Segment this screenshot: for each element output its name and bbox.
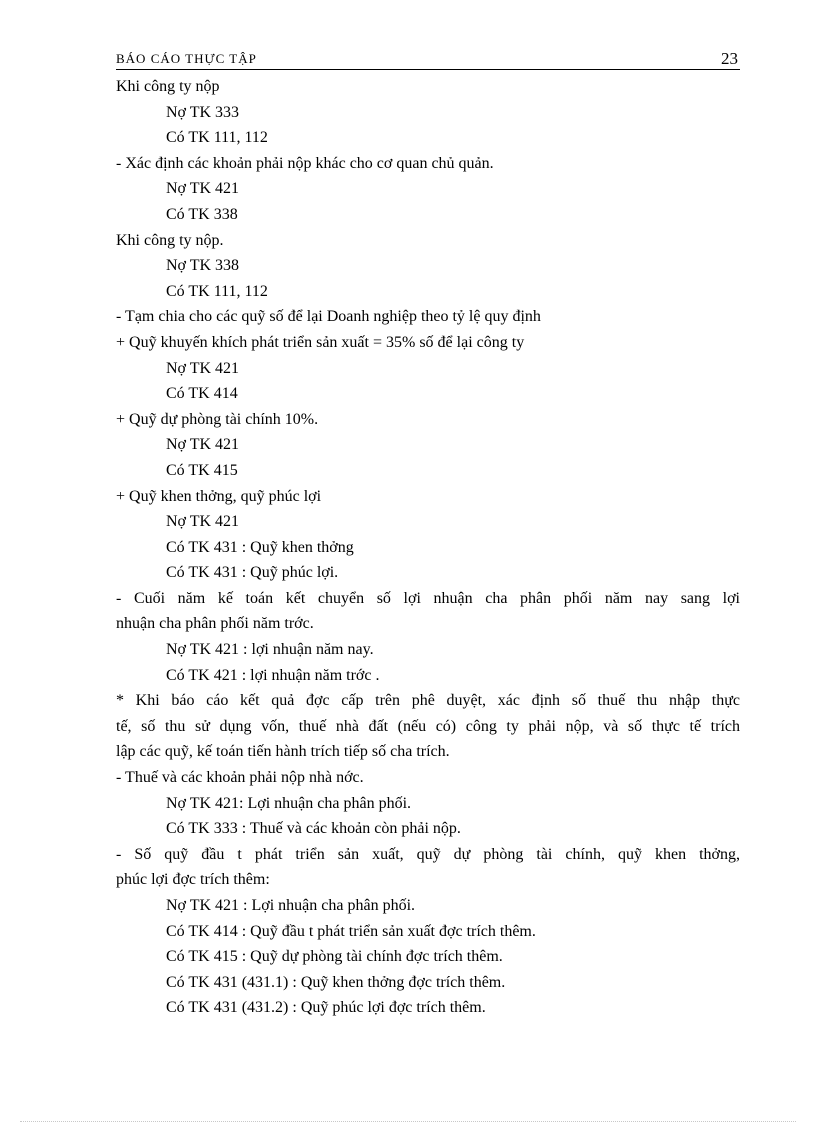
journal-entry-line: Có TK 111, 112 xyxy=(166,129,268,147)
journal-entry-line: Có TK 333 : Thuế và các khoản còn phải nộp. xyxy=(166,820,461,838)
page-header xyxy=(116,47,740,70)
text-line: + Quỹ khuyến khích phát triển sản xuất = 35% số để lại công ty xyxy=(116,333,525,351)
text-line: + Quỹ khen thởng, quỹ phúc lợi xyxy=(116,487,322,505)
journal-entry-line: Có TK 414 : Quỹ đầu t phát triển sản xuất đợc trích thêm. xyxy=(166,922,536,940)
text-line: tế, số thu sử dụng vốn, thuế nhà đất (nếu có) công ty phải nộp, và số thực tế trích xyxy=(116,717,740,735)
journal-entry-line: Nợ TK 333 xyxy=(166,103,240,121)
journal-entry-line: Nợ TK 421: Lợi nhuận cha phân phối. xyxy=(166,794,412,812)
journal-entry-line: Nợ TK 421 xyxy=(166,436,240,454)
text-line: Khi công ty nộp. xyxy=(116,231,224,249)
journal-entry-line: Có TK 431 : Quỹ khen thởng xyxy=(166,538,354,556)
page-number: 23 xyxy=(721,49,738,68)
journal-entry-line: Có TK 431 (431.1) : Quỹ khen thởng đợc trích thêm. xyxy=(166,973,506,991)
text-line: + Quỹ dự phòng tài chính 10%. xyxy=(116,410,319,428)
text-line: Khi công ty nộp xyxy=(116,78,220,95)
journal-entry-line: Có TK 111, 112 xyxy=(166,282,268,300)
text-line: - Số quỹ đầu t phát triển sản xuất, quỹ dự phòng tài chính, quỹ khen thởng, xyxy=(116,845,740,863)
journal-entry-line: Nợ TK 421 : lợi nhuận năm nay. xyxy=(166,641,374,659)
report-title: BÁO CÁO THỰC TẬP xyxy=(116,51,257,65)
journal-entry-line: Nợ TK 338 xyxy=(166,257,240,275)
journal-entry-line: Có TK 431 (431.2) : Quỹ phúc lợi đợc trích thêm. xyxy=(166,999,486,1017)
text-line: nhuận cha phân phối năm trớc. xyxy=(116,615,314,633)
journal-entry-line: Có TK 415 : Quỹ dự phòng tài chính đợc trích thêm. xyxy=(166,948,503,966)
journal-entry-line: Có TK 431 : Quỹ phúc lợi. xyxy=(166,564,339,582)
text-line: - Cuối năm kế toán kết chuyển số lợi nhuận cha phân phối năm nay sang lợi xyxy=(116,589,740,607)
text-line: lập các quỹ, kế toán tiến hành trích tiếp số cha trích. xyxy=(116,743,450,761)
text-line: - Xác định các khoản phải nộp khác cho cơ quan chủ quản. xyxy=(116,154,494,172)
journal-entry-line: Nợ TK 421 xyxy=(166,180,240,198)
journal-entry-line: Có TK 421 : lợi nhuận năm trớc . xyxy=(166,666,380,684)
text-line: phúc lợi đợc trích thêm: xyxy=(116,871,270,889)
journal-entry-line: Nợ TK 421 : Lợi nhuận cha phân phối. xyxy=(166,897,416,914)
text-line: * Khi báo cáo kết quả đợc cấp trên phê duyệt, xác định số thuế thu nhập thực xyxy=(116,692,740,710)
journal-entry-line: Có TK 338 xyxy=(166,205,238,223)
text-line: - Tạm chia cho các quỹ số để lại Doanh nghiệp theo tỷ lệ quy định xyxy=(116,308,541,326)
journal-entry-line: Nợ TK 421 xyxy=(166,513,240,531)
journal-entry-line: Nợ TK 421 xyxy=(166,359,240,377)
journal-entry-line: Có TK 414 xyxy=(166,385,238,403)
text-line: - Thuế và các khoản phải nộp nhà nớc. xyxy=(116,769,364,787)
journal-entry-line: Có TK 415 xyxy=(166,461,238,479)
document-body xyxy=(116,74,740,1021)
footer-divider xyxy=(20,1121,796,1122)
